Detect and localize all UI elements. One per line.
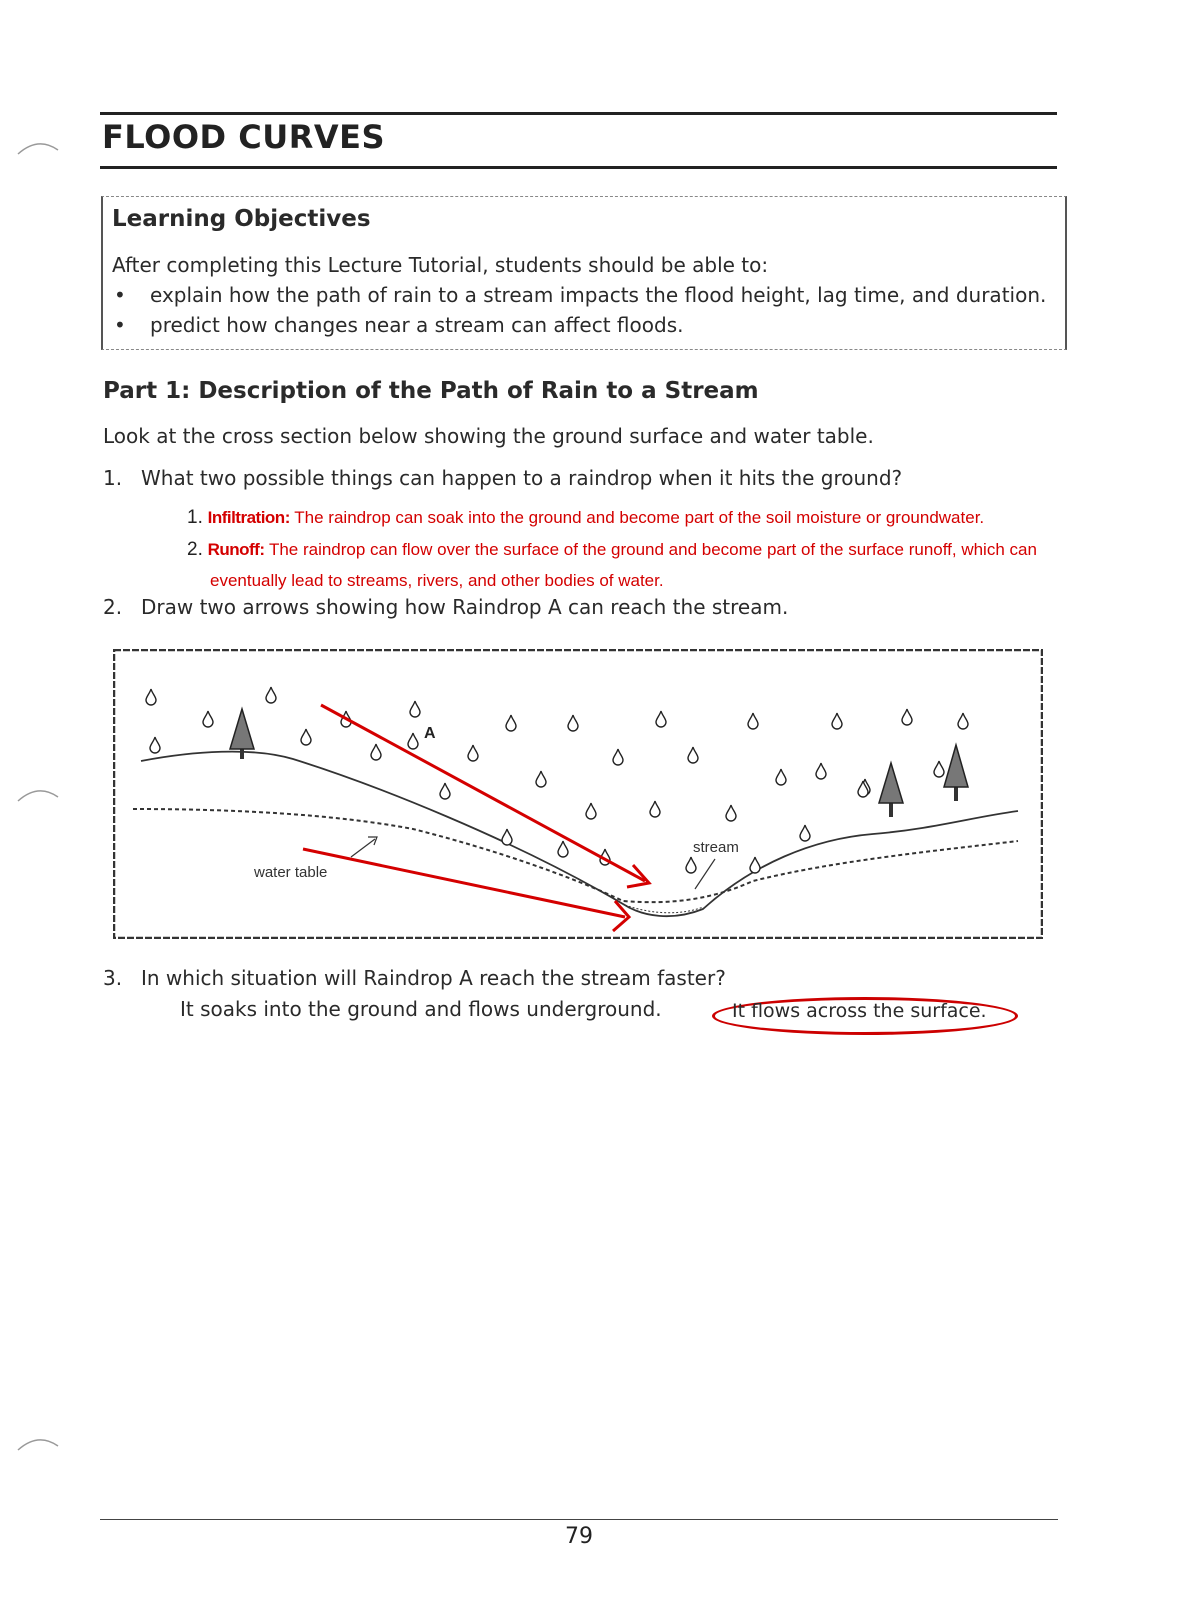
binder-hole-mark — [16, 1434, 60, 1454]
answer-number: 1. — [187, 507, 203, 528]
footer-rule — [100, 1519, 1058, 1520]
question-3-text: In which situation will Raindrop A reach the stream faster? — [141, 966, 726, 990]
question-1-text: What two possible things can happen to a raindrop when it hits the ground? — [141, 466, 903, 490]
answer-runoff-continued: eventually lead to streams, rivers, and other bodies of water. — [210, 571, 664, 590]
q3-option-underground[interactable]: It soaks into the ground and flows underground. — [180, 997, 662, 1021]
tree-icon — [879, 763, 903, 817]
answer-runoff — [187, 539, 1037, 561]
objectives-intro: After completing this Lecture Tutorial, students should be able to: — [112, 253, 769, 277]
tree-icon — [944, 745, 968, 801]
water-table-label: water table — [254, 864, 328, 881]
answer-text: The raindrop can soak into the ground and become part of the soil moisture or groundwater. — [294, 508, 985, 527]
objectives-heading: Learning Objectives — [112, 206, 371, 232]
title-top-rule — [100, 112, 1057, 115]
part1-heading: Part 1: Description of the Path of Rain to a Stream — [103, 378, 759, 404]
question-number: 2. — [103, 595, 123, 619]
stream-pointer — [695, 859, 715, 889]
title-bottom-rule — [100, 166, 1057, 169]
raindrop-icon — [146, 687, 968, 873]
question-2-text: Draw two arrows showing how Raindrop A can reach the stream. — [141, 595, 789, 619]
raindrop-a-label: A — [424, 725, 436, 742]
bullet-dot: • — [114, 313, 126, 337]
page-number: 79 — [565, 1524, 593, 1549]
diagram-border — [114, 650, 1042, 938]
stream-label: stream — [693, 839, 739, 856]
answer-number: 2. — [187, 539, 203, 560]
binder-hole-mark — [16, 785, 60, 805]
water-table-pointer — [351, 839, 375, 857]
answer-term: Runoff: — [207, 540, 265, 559]
objective-item: explain how the path of rain to a stream impacts the flood height, lag time, and duration. — [150, 283, 1047, 307]
answer-infiltration — [187, 507, 984, 529]
binder-hole-mark — [16, 138, 60, 158]
objective-item: predict how changes near a stream can affect floods. — [150, 313, 684, 337]
q3-option-surface[interactable]: It flows across the surface. — [732, 1000, 987, 1022]
question-number: 3. — [103, 966, 123, 990]
cross-section-diagram — [113, 649, 1043, 939]
page-title: FLOOD CURVES — [102, 118, 385, 156]
part1-intro: Look at the cross section below showing the ground surface and water table. — [103, 424, 874, 448]
groundwater-flow-arrow — [303, 849, 629, 931]
answer-term: Infiltration: — [207, 508, 290, 527]
bullet-dot: • — [114, 283, 126, 307]
water-table-line — [133, 809, 1018, 902]
question-number: 1. — [103, 466, 123, 490]
answer-text: The raindrop can flow over the surface of the ground and become part of the surface runoff, which can — [268, 540, 1037, 559]
